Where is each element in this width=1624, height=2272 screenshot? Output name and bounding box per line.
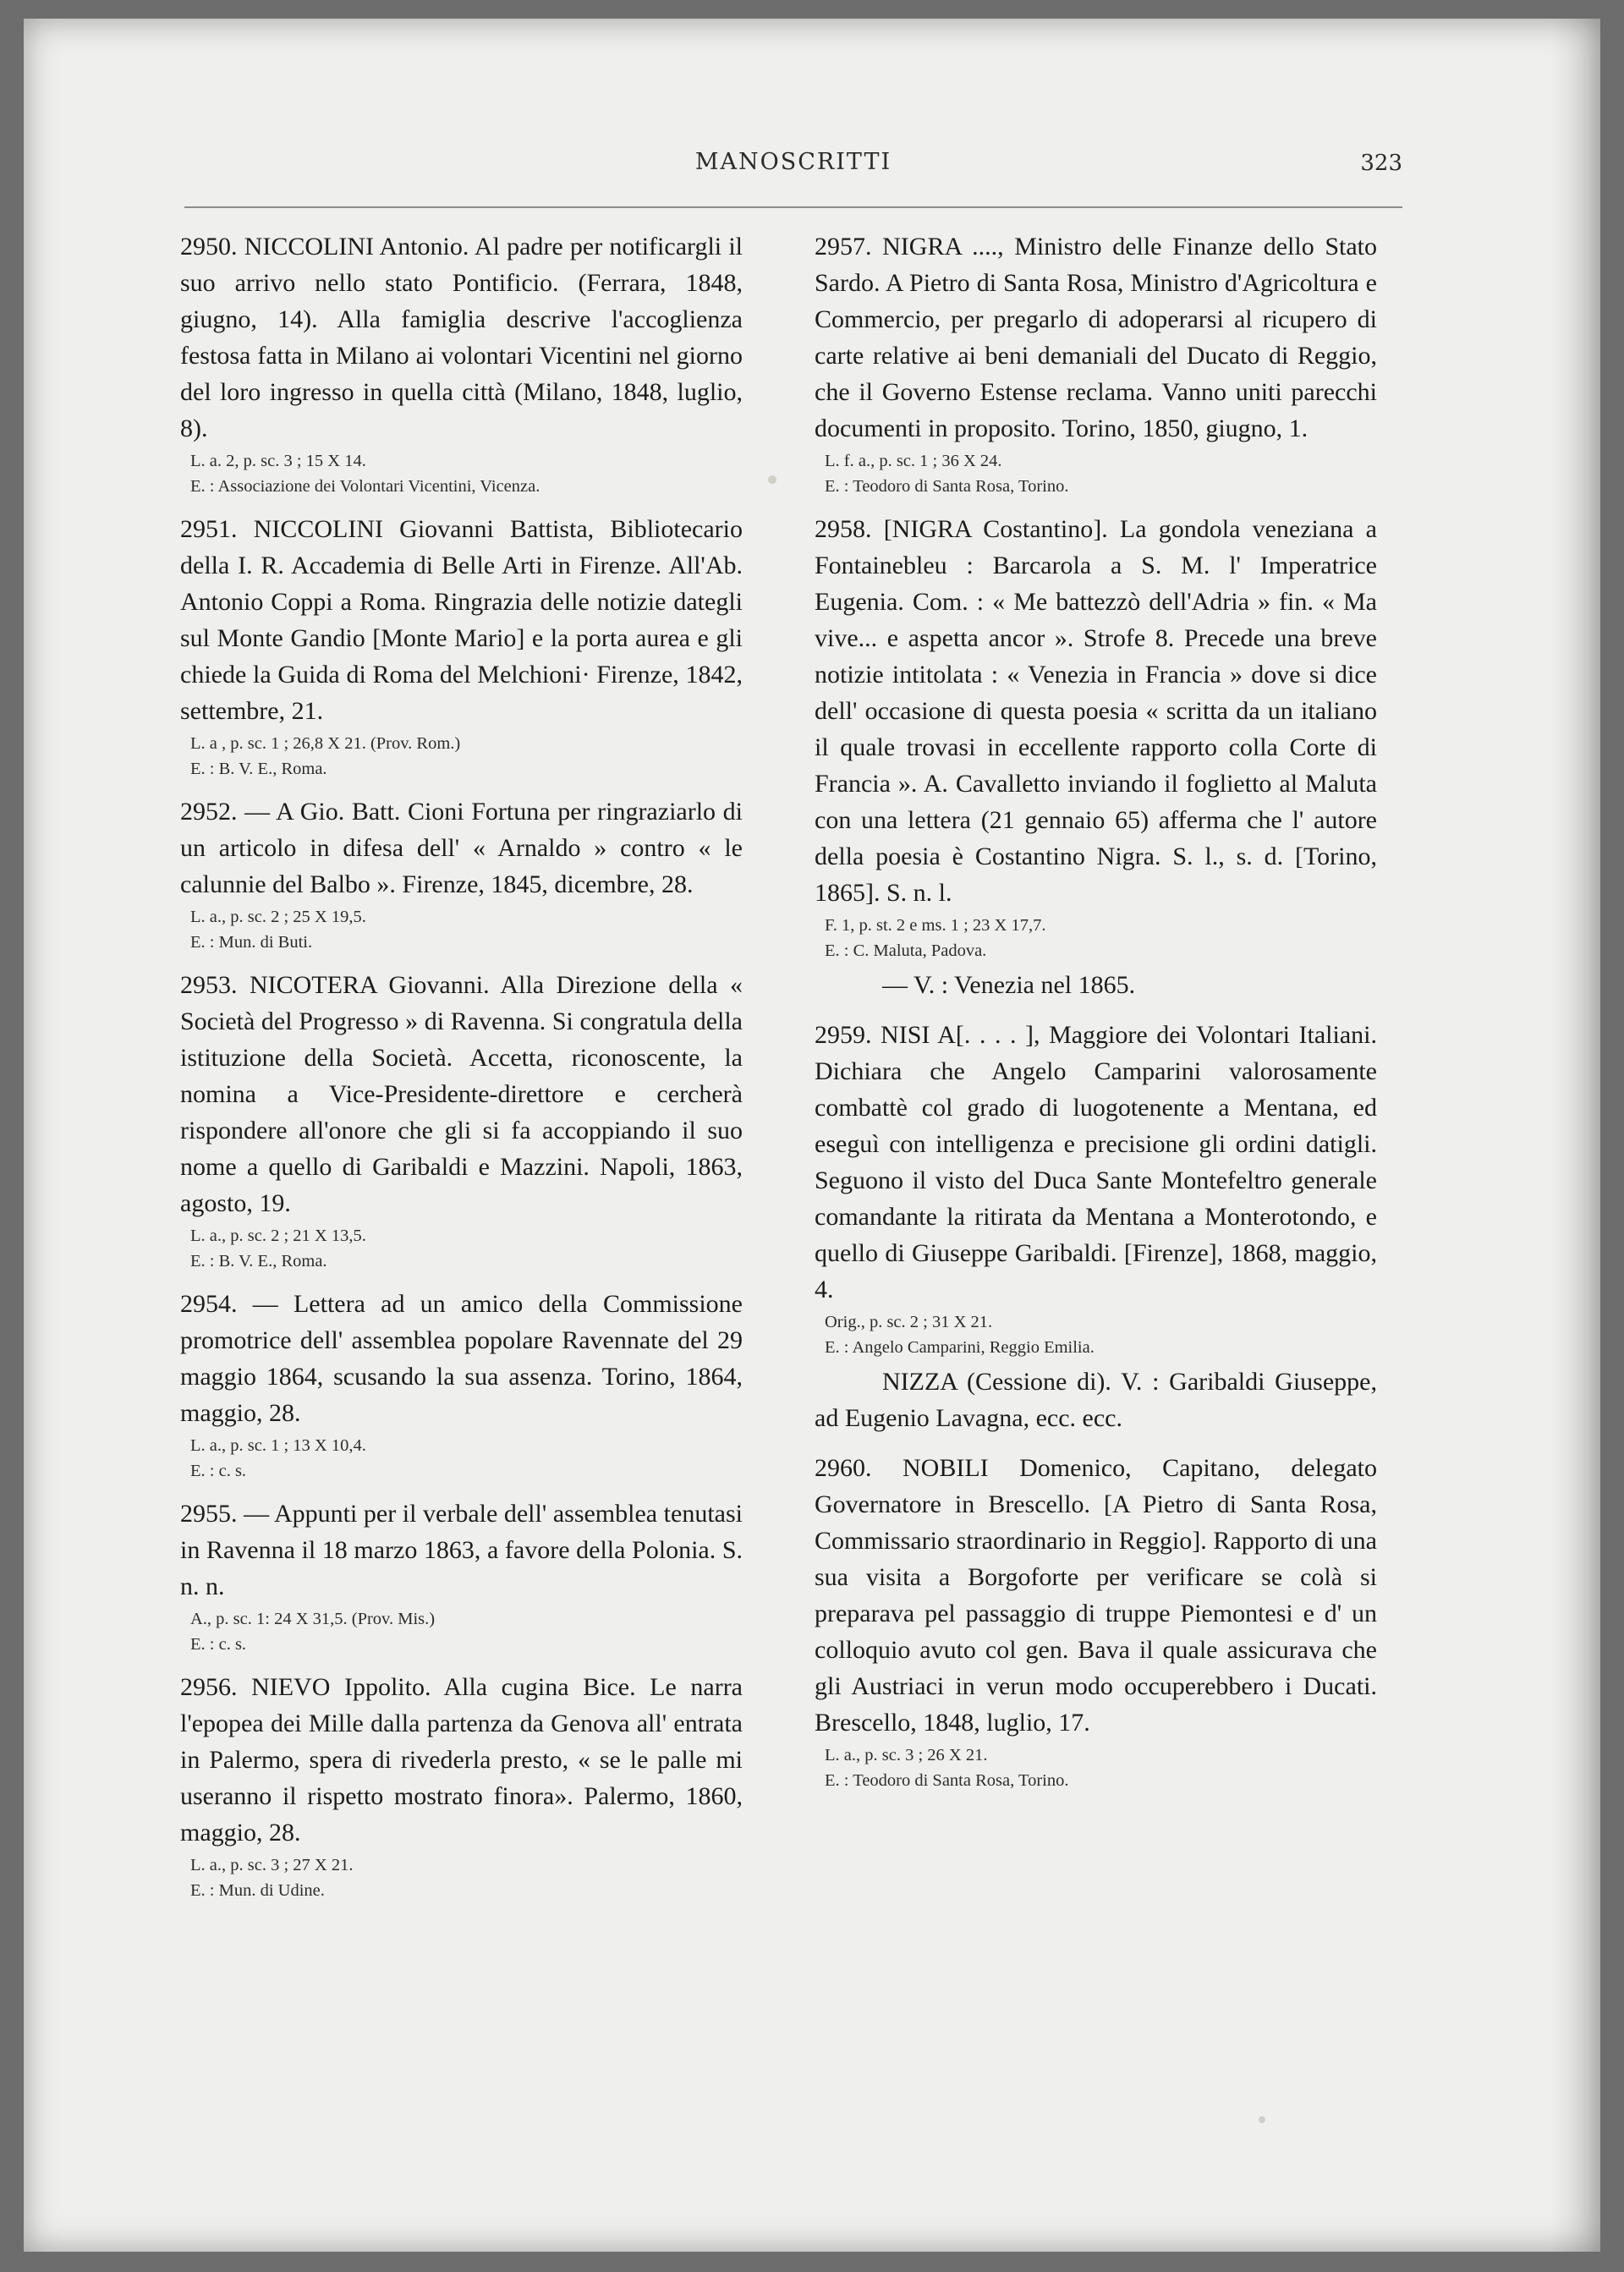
entry-2958	[815, 511, 1377, 1003]
entry-meta-owner: E. : c. s.	[190, 1635, 247, 1654]
entry-meta-owner: E. : Mun. di Udine.	[190, 1881, 325, 1900]
entry-meta-owner: E. : Associazione dei Volontari Vicentini, Vicenza.	[190, 477, 540, 496]
entry-2956	[180, 1669, 743, 1902]
left-column	[180, 228, 743, 1915]
entry-meta-owner: E. : B. V. E., Roma.	[190, 1252, 327, 1270]
entry-meta-owner: E. : Teodoro di Santa Rosa, Torino.	[825, 1771, 1069, 1790]
entry-2954	[180, 1286, 743, 1482]
entry-meta-format: F. 1, p. st. 2 e ms. 1 ; 23 X 17,7.	[825, 916, 1046, 935]
right-column	[815, 228, 1377, 1805]
paper-spot	[768, 475, 776, 484]
book-page	[24, 19, 1600, 2252]
entry-text: 2953. NICOTERA Giovanni. Alla Direzione della « Società del Progresso » di Ravenna. Si congratula della istituzione della Società. Accetta, riconoscente, la nomina a Vice-Presidente-direttore e cercherà rispondere all'onore che gli si fa accoppiando il suo nome a quello di Garibaldi e Mazzini. Napoli, 1863, agosto, 19.	[180, 971, 743, 1217]
entry-meta-owner: E. : Mun. di Buti.	[190, 933, 313, 952]
entry-2951	[180, 511, 743, 780]
entry-meta-format: L. a., p. sc. 3 ; 26 X 21.	[825, 1746, 988, 1764]
entry-text: 2955. — Appunti per il verbale dell' assemblea tenutasi in Ravenna il 18 marzo 1863, a favore della Polonia. S. n. n.	[180, 1500, 743, 1600]
entry-2959	[815, 1017, 1377, 1436]
entry-meta-format: A., p. sc. 1: 24 X 31,5. (Prov. Mis.)	[190, 1610, 436, 1628]
entry-meta-format: L. a. 2, p. sc. 3 ; 15 X 14.	[190, 452, 366, 470]
entry-text: 2954. — Lettera ad un amico della Commissione promotrice dell' assemblea popolare Ravennate del 29 maggio 1864, scusando la sua assenza. Torino, 1864, maggio, 28.	[180, 1290, 743, 1427]
header-rule	[184, 206, 1402, 208]
entry-meta-owner: E. : C. Maluta, Padova.	[825, 941, 987, 960]
entry-text: 2958. [NIGRA Costantino]. La gondola veneziana a Fontainebleu : Barcarola a S. M. l' Imperatrice Eugenia. Com. : « Me battezzò dell'Adria » fin. « Ma vive... e aspetta ancor ». Strofe 8. Precede una breve notizie intitolata : « Venezia in Francia » dove si dice dell' occasione di questa poesia « scritta da un italiano il quale trovasi in eccellente rapporto colla Corte di Francia ». A. Cavalletto inviando il foglietto al Maluta con una lettera (21 gennaio 65) afferma che l' autore della poesia è Costantino Nigra. S. l., s. d. [Torino, 1865]. S. n. l.	[815, 515, 1377, 907]
page-header	[184, 137, 1402, 188]
running-title: MANOSCRITTI	[694, 149, 892, 175]
entry-meta-format: L. a , p. sc. 1 ; 26,8 X 21. (Prov. Rom.)	[190, 734, 461, 753]
entry-text: 2950. NICCOLINI Antonio. Al padre per notificargli il suo arrivo nello stato Pontificio. (Ferrara, 1848, giugno, 14). Alla famiglia descrive l'accoglienza festosa fatta in Milano ai volontari Vicentini nel giorno del loro ingresso in quella città (Milano, 1848, luglio, 8).	[180, 233, 743, 442]
entry-2952	[180, 793, 743, 953]
entry-text: 2956. NIEVO Ippolito. Alla cugina Bice. Le narra l'epopea dei Mille dalla partenza da Genova all' entrata in Palermo, spera di rivederla presto, « se le palle mi useranno il rispetto mostrato finora». Palermo, 1860, maggio, 28.	[180, 1673, 743, 1847]
entry-text: 2952. — A Gio. Batt. Cioni Fortuna per ringraziarlo di un articolo in difesa dell' « Arnaldo » contro « le calunnie del Balbo ». Firenze, 1845, dicembre, 28.	[180, 798, 743, 898]
entry-meta-format: L. a., p. sc. 3 ; 27 X 21.	[190, 1856, 354, 1874]
entry-text: 2951. NICCOLINI Giovanni Battista, Bibliotecario della I. R. Accademia di Belle Arti in Firenze. All'Ab. Antonio Coppi a Roma. Ringrazia delle notizie dategli sul Monte Gandio [Monte Mario] e la porta aurea e gli chiede la Guida di Roma del Melchioni· Firenze, 1842, settembre, 21.	[180, 515, 743, 725]
entry-text: 2959. NISI A[. . . . ], Maggiore dei Volontari Italiani. Dichiara che Angelo Camparini valorosamente combattè col grado di luogotenente a Mentana, ed eseguì con intelligenza e precisione gli ordini datigli. Seguono il visto del Duca Sante Montefeltro generale comandante la ritirata da Mentana a Monterotondo, e quello di Giuseppe Garibaldi. [Firenze], 1868, maggio, 4.	[815, 1021, 1377, 1303]
entry-meta-owner: E. : c. s.	[190, 1462, 247, 1480]
page-number: 323	[1360, 151, 1402, 176]
entry-2953	[180, 967, 743, 1272]
entry-meta-format: L. f. a., p. sc. 1 ; 36 X 24.	[825, 452, 1002, 470]
entry-meta-owner: E. : B. V. E., Roma.	[190, 760, 327, 778]
cross-reference-note: — V. : Venezia nel 1865.	[882, 971, 1136, 999]
entry-meta-format: L. a., p. sc. 2 ; 25 X 19,5.	[190, 908, 366, 926]
entry-2957	[815, 228, 1377, 497]
entry-meta-owner: E. : Teodoro di Santa Rosa, Torino.	[825, 477, 1069, 496]
entry-text: 2957. NIGRA ...., Ministro delle Finanze dello Stato Sardo. A Pietro di Santa Rosa, Ministro d'Agricoltura e Commercio, per pregarlo di adoperarsi al ricupero di carte relative ai beni demaniali del Ducato di Reggio, che il Governo Estense reclama. Vanno uniti parecchi documenti in proposito. Torino, 1850, giugno, 1.	[815, 233, 1377, 442]
entry-text: 2960. NOBILI Domenico, Capitano, delegato Governatore in Brescello. [A Pietro di Santa Rosa, Commissario straordinario in Reggio]. Rapporto di una sua visita a Borgoforte per verificare se colà si preparava pel passaggio di truppe Piemontesi e d' un colloquio avuto col gen. Bava il quale assicurava che gli Austriaci in verun modo occuperebbero i Ducati. Brescello, 1848, luglio, 17.	[815, 1454, 1377, 1737]
entry-2960	[815, 1450, 1377, 1792]
entry-meta-owner: E. : Angelo Camparini, Reggio Emilia.	[825, 1338, 1095, 1357]
entry-meta-format: L. a., p. sc. 2 ; 21 X 13,5.	[190, 1227, 366, 1245]
entry-meta-format: Orig., p. sc. 2 ; 31 X 21.	[825, 1313, 993, 1331]
cross-reference-note: NIZZA (Cessione di). V. : Garibaldi Giuseppe, ad Eugenio Lavagna, ecc. ecc.	[815, 1368, 1377, 1432]
entry-2950	[180, 228, 743, 497]
paper-spot	[1259, 2116, 1265, 2123]
entry-2955	[180, 1495, 743, 1655]
entry-meta-format: L. a., p. sc. 1 ; 13 X 10,4.	[190, 1436, 366, 1455]
